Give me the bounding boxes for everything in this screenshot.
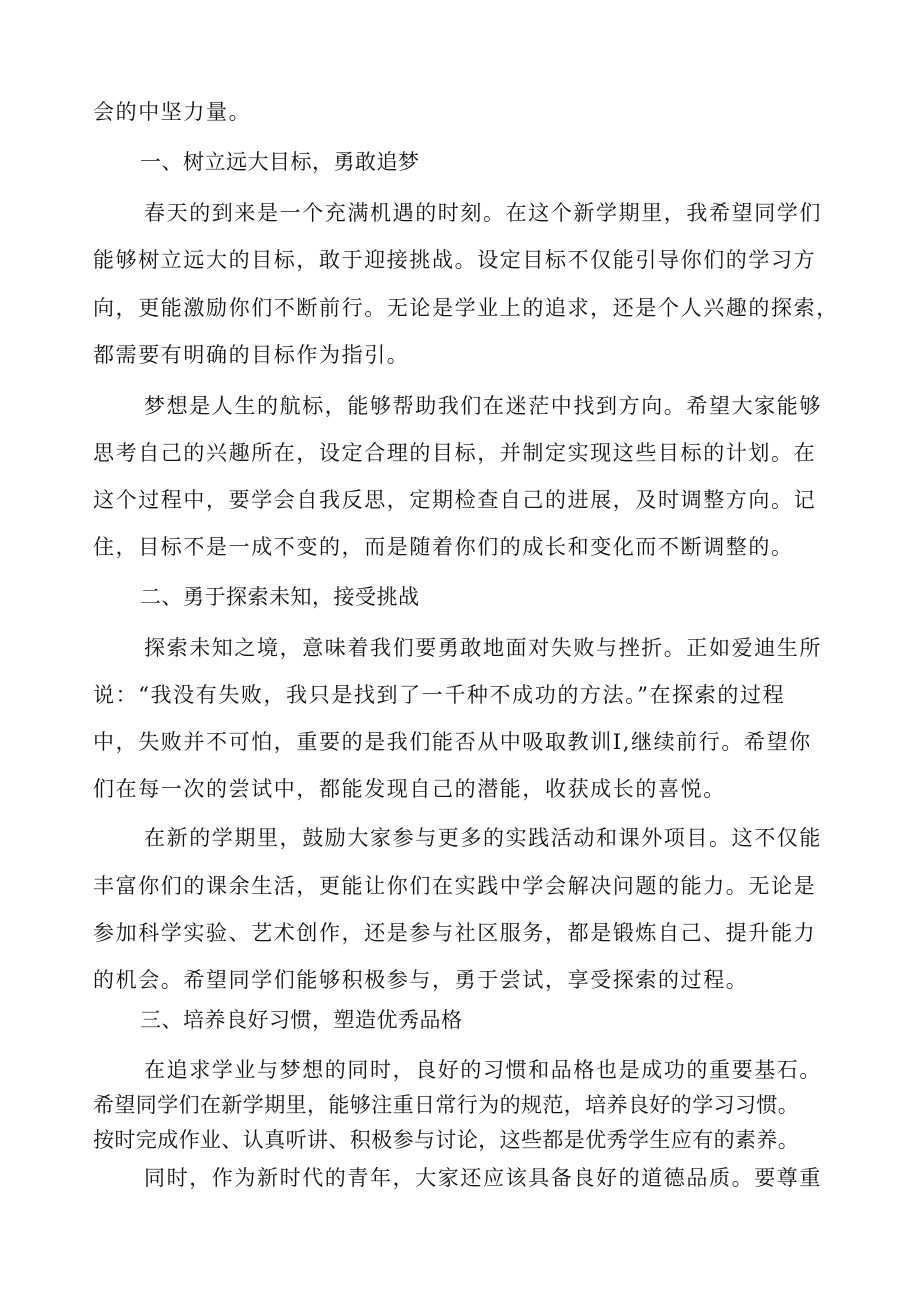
paragraph-line: 住，目标不是一成不变的，而是随着你们的成长和变化而不断调整的。 [93, 535, 794, 559]
section-heading-1: 一、树立远大目标，勇敢追梦 [140, 150, 420, 174]
section-heading-3: 三、培养良好习惯，塑造优秀品格 [140, 1008, 463, 1032]
paragraph-line: 说：“我没有失败，我只是找到了一千种不成功的方法。”在探索的过程 [93, 683, 786, 707]
paragraph-line: 探索未知之境，意味着我们要勇敢地面对失败与挫折。正如爱迪生所 [144, 636, 822, 660]
paragraph-line: 向，更能激励你们不断前行。无论是学业上的追求，还是个人兴趣的探索， [93, 296, 839, 320]
paragraph-continuation-line: 会的中坚力量。 [93, 100, 252, 124]
paragraph-line: 丰富你们的课余生活，更能让你们在实践中学会解决问题的能力。无论是 [93, 874, 817, 898]
paragraph-line: 中，失败并不可怕，重要的是我们能否从中吸取教训I,继续前行。希望你 [93, 730, 812, 754]
paragraph-line: 在追求学业与梦想的同时，良好的习惯和品格也是成功的重要基石。 [144, 1058, 822, 1082]
paragraph-line: 梦想是人生的航标，能够帮助我们在迷茫中找到方向。希望大家能够 [144, 394, 822, 418]
paragraph-line: 都需要有明确的目标作为指引。 [93, 343, 410, 367]
section-heading-2: 二、勇于探索未知，接受挑战 [140, 585, 420, 609]
paragraph-line: 能够树立远大的目标，敢于迎接挑战。设定目标不仅能引导你们的学习方 [93, 248, 817, 272]
paragraph-line: 按时完成作业、认真听讲、积极参与讨论，这些都是优秀学生应有的素养。 [93, 1128, 800, 1152]
paragraph-line: 的机会。希望同学们能够积极参与，勇于尝试，享受探索的过程。 [93, 968, 749, 992]
paragraph-line: 在新的学期里，鼓励大家参与更多的实践活动和课外项目。这不仅能 [144, 826, 822, 850]
paragraph-line: 这个过程中，要学会自我反思，定期检查自己的进展，及时调整方向。记 [93, 488, 817, 512]
paragraph-line: 同时，作为新时代的青年，大家还应该具备良好的道德品质。要尊重 [144, 1166, 822, 1190]
paragraph-line: 思考自己的兴趣所在，设定合理的目标，并制定实现这些目标的计划。在 [93, 441, 817, 465]
paragraph-line: 参加科学实验、艺术创作，还是参与社区服务，都是锻炼自己、提升能力 [93, 921, 817, 945]
paragraph-line: 们在每一次的尝试中，都能发现自己的潜能，收获成长的喜悦。 [93, 777, 726, 801]
paragraph-line: 春天的到来是一个充满机遇的时刻。在这个新学期里，我希望同学们 [144, 201, 822, 225]
paragraph-line: 希望同学们在新学期里，能够注重日常行为的规范，培养良好的学习习惯。 [93, 1093, 800, 1117]
